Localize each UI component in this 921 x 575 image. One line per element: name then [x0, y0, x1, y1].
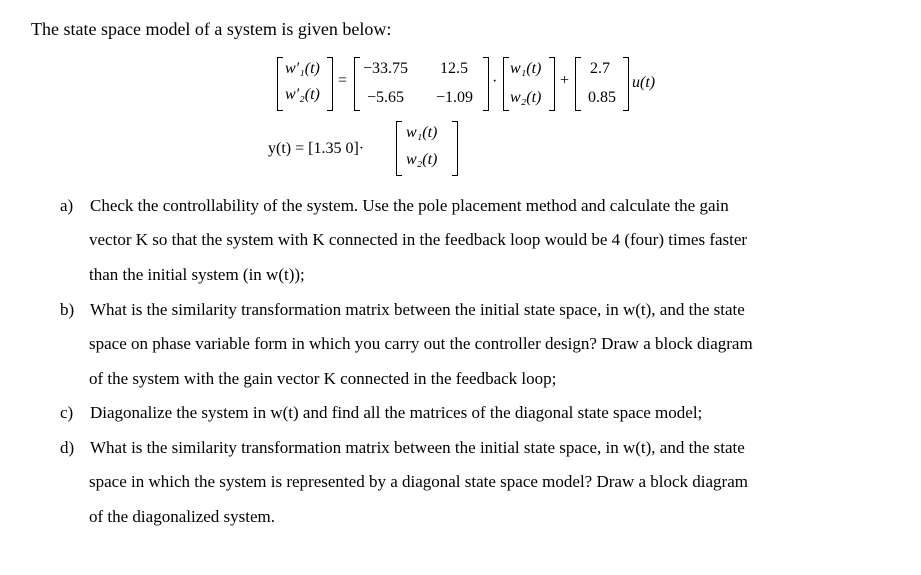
w-vector-bracket-right — [549, 57, 555, 111]
w-vector-row-1: w₁(t) — [510, 60, 542, 77]
a-matrix-cell: −5.65 — [367, 89, 405, 106]
output-w-row-2: w₂(t) — [406, 151, 438, 168]
b-vector-bracket-right — [623, 57, 629, 111]
lhs-row-2: w′₂(t) — [285, 86, 320, 103]
multiply-dot: · — [492, 73, 498, 90]
output-w-bracket-right — [452, 121, 458, 176]
a-matrix-cell: 12.5 — [440, 60, 468, 77]
w-vector-row-2: w₂(t) — [510, 89, 542, 106]
question-label: c) — [60, 403, 74, 422]
b-vector-row-2: 0.85 — [588, 89, 616, 106]
question-line: space on phase variable form in which you carry out the controller design? Draw a block diagram — [89, 334, 753, 353]
b-vector-row-1: 2.7 — [590, 60, 610, 77]
question-line: of the system with the gain vector K connected in the feedback loop; — [89, 369, 557, 388]
question-line: vector K so that the system with K connected in the feedback loop would be 4 (four) times faster — [89, 230, 748, 249]
question-label: d) — [60, 438, 75, 457]
a-matrix-bracket-left — [354, 57, 360, 111]
question-line: of the diagonalized system. — [89, 507, 276, 526]
a-matrix-cell: −1.09 — [436, 89, 474, 106]
output-w-bracket-left — [396, 121, 402, 176]
question-line: Check the controllability of the system. Use the pole placement method and calculate the gain — [90, 196, 729, 215]
lhs-bracket-right — [327, 57, 333, 111]
plus-sign: + — [560, 72, 570, 89]
output-lhs: y(t) = [1.35 0]· — [268, 140, 365, 157]
b-vector-bracket-left — [575, 57, 581, 111]
question-line: space in which the system is represented by a diagonal state space model? Draw a block diagram — [89, 472, 748, 491]
question-label: b) — [60, 300, 75, 319]
problem-intro: The state space model of a system is given below: — [31, 19, 392, 39]
output-w-row-1: w₁(t) — [406, 124, 438, 141]
a-matrix-bracket-right — [483, 57, 489, 111]
a-matrix-cell: −33.75 — [363, 60, 409, 77]
question-line: than the initial system (in w(t)); — [89, 265, 305, 284]
lhs-row-1: w′₁(t) — [285, 60, 320, 77]
input-u: u(t) — [632, 74, 656, 91]
equals-sign: = — [338, 72, 348, 89]
question-line: What is the similarity transformation matrix between the initial state space, in w(t), and the state — [90, 300, 745, 319]
question-label: a) — [60, 196, 74, 215]
question-line: Diagonalize the system in w(t) and find all the matrices of the diagonal state space model; — [90, 403, 703, 422]
w-vector-bracket-left — [503, 57, 509, 111]
lhs-bracket-left — [277, 57, 283, 111]
question-line: What is the similarity transformation matrix between the initial state space, in w(t), and the state — [90, 438, 745, 457]
